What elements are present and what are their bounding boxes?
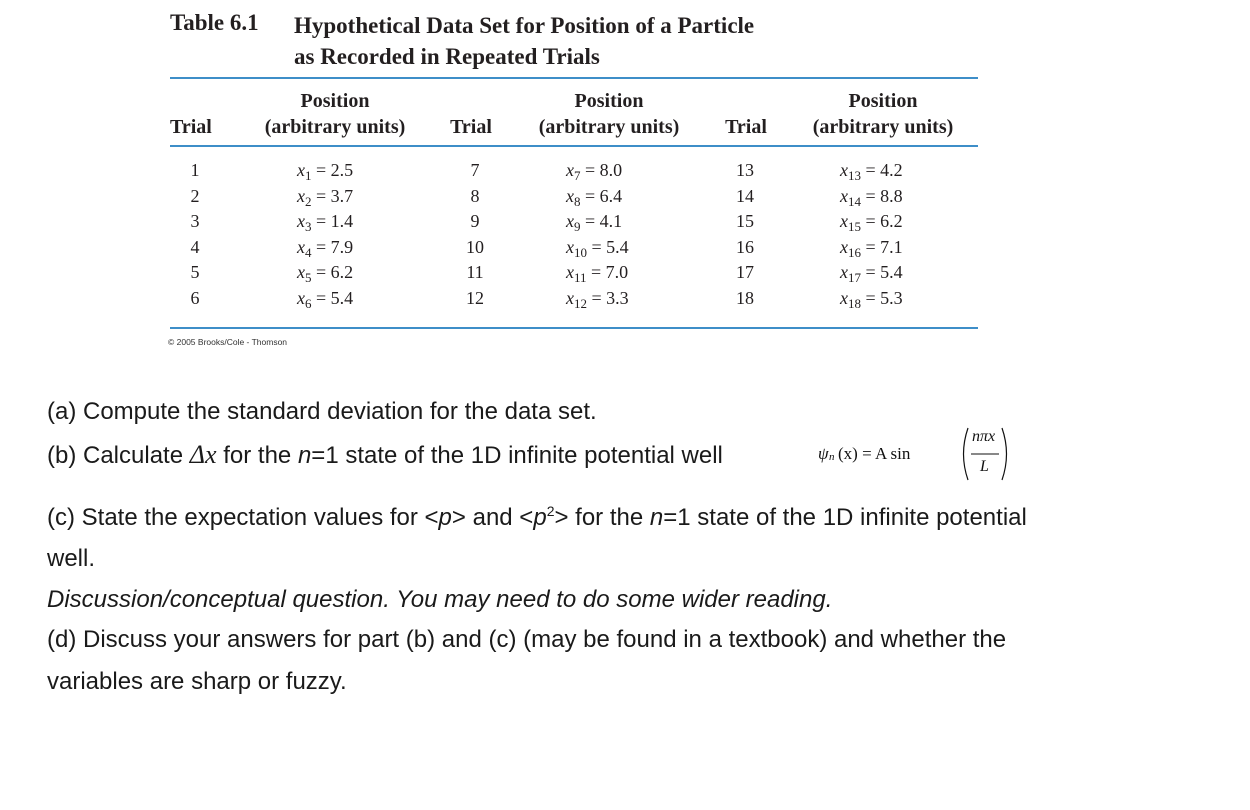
header-trial-1: Trial (170, 116, 212, 138)
formula-denominator: L (980, 458, 989, 475)
position-subscript: 17 (848, 270, 861, 286)
trial-column-3 (730, 158, 760, 312)
position-value (297, 235, 417, 261)
trial-number: 17 (736, 262, 754, 283)
position-variable: x (297, 160, 305, 180)
table-top-rule (170, 77, 978, 79)
position-value (840, 184, 960, 210)
position-value (297, 184, 417, 210)
position-variable: x (566, 185, 574, 206)
position-column-2 (566, 158, 686, 312)
question-c-p2: p (533, 504, 547, 531)
discussion-heading (47, 586, 832, 614)
trial-number: 2 (190, 185, 200, 206)
position-value (297, 286, 417, 312)
position-subscript: 9 (574, 219, 581, 235)
position-subscript: 14 (848, 193, 861, 209)
question-b-prefix: (b) Calculate (47, 442, 184, 469)
trial-column-2 (460, 158, 490, 312)
trial-number: 3 (190, 211, 200, 232)
question-c-line2: well. (47, 545, 96, 572)
position-subscript: 15 (848, 219, 861, 235)
formula-numerator: nπx (972, 428, 996, 445)
position-number: = 4.2 (861, 160, 903, 180)
position-number: = 6.2 (311, 262, 354, 283)
position-value (840, 235, 960, 261)
position-value (566, 286, 686, 312)
position-number: = 2.5 (311, 160, 354, 180)
position-variable: x (566, 160, 574, 180)
position-number: = 5.3 (861, 287, 903, 308)
position-number: = 5.4 (587, 236, 629, 257)
position-subscript: 4 (305, 244, 312, 260)
position-subscript: 3 (305, 219, 312, 235)
position-subscript: 7 (574, 168, 581, 183)
position-variable: x (840, 236, 848, 257)
header-position-1-bottom: (arbitrary units) (264, 116, 406, 138)
question-c-mid2: > for the (554, 504, 644, 531)
position-value (297, 158, 417, 184)
formula-psi-subscript: n (829, 451, 835, 463)
position-variable: x (566, 236, 574, 257)
question-b-suffix: =1 state of the 1D infinite potential well (311, 442, 723, 469)
trial-number: 11 (466, 262, 484, 283)
position-number: = 7.0 (586, 262, 629, 283)
discussion-text: Discussion/conceptual question. You may need to do some wider reading. (47, 586, 833, 613)
position-number: = 7.9 (311, 236, 354, 257)
trial-number: 13 (736, 160, 754, 180)
position-variable: x (840, 211, 848, 232)
position-number: = 8.0 (580, 160, 623, 180)
header-trial-3: Trial (725, 116, 767, 138)
header-position-1-top: Position (300, 90, 370, 112)
table-bottom-rule (170, 327, 978, 329)
question-b (47, 440, 723, 470)
question-c-mid: > and < (451, 504, 534, 531)
position-number: = 5.4 (311, 287, 354, 308)
header-position-3-top: Position (848, 90, 918, 112)
position-number: = 1.4 (311, 211, 354, 232)
position-number: = 7.1 (861, 236, 903, 257)
formula-psi: ψ (818, 444, 829, 463)
position-subscript: 16 (848, 244, 861, 260)
position-subscript: 18 (848, 295, 861, 311)
question-d-line2: variables are sharp or fuzzy. (47, 668, 347, 695)
position-number: = 4.1 (580, 211, 623, 232)
formula-lhs: (x) = A sin (838, 444, 911, 463)
trial-number: 5 (190, 262, 200, 283)
position-value (840, 158, 960, 184)
question-d-line1: (d) Discuss your answers for part (b) and (c) (may be found in a textbook) and whether the (47, 626, 1007, 653)
question-c-p: p (438, 504, 452, 531)
position-variable: x (297, 287, 305, 308)
position-variable: x (840, 287, 848, 308)
trial-number: 8 (470, 185, 480, 206)
position-value (566, 158, 686, 184)
position-value (566, 260, 686, 286)
position-value (840, 209, 960, 235)
trial-column-1 (180, 158, 210, 312)
delta-x-symbol: Δx (189, 440, 217, 469)
position-subscript: 11 (574, 270, 587, 286)
position-subscript: 1 (305, 168, 312, 183)
trial-number: 6 (190, 287, 200, 308)
trial-number: 15 (736, 211, 754, 232)
header-position-2-bottom: (arbitrary units) (538, 116, 680, 138)
trial-number: 18 (736, 287, 754, 308)
position-variable: x (297, 236, 305, 257)
position-number: = 3.3 (587, 287, 629, 308)
trial-number: 4 (190, 236, 200, 257)
question-b-mid: for the (223, 442, 292, 469)
position-value (566, 184, 686, 210)
question-a: (a) Compute the standard deviation for the data set. (47, 398, 597, 425)
trial-number: 16 (736, 236, 754, 257)
position-subscript: 8 (574, 193, 581, 209)
question-c-prefix: (c) State the expectation values for < (47, 504, 439, 531)
position-variable: x (566, 287, 574, 308)
position-column-3 (840, 158, 960, 312)
position-variable: x (297, 211, 305, 232)
table-header-rule (170, 145, 978, 147)
header-position-2-top: Position (574, 90, 644, 112)
table-label: Table 6.1 (170, 10, 259, 35)
header-trial-2: Trial (450, 116, 492, 138)
trial-number: 10 (466, 236, 484, 257)
position-variable: x (566, 211, 574, 232)
position-subscript: 6 (305, 295, 312, 311)
position-variable: x (840, 160, 848, 180)
trial-number: 7 (470, 160, 480, 180)
position-subscript: 5 (305, 270, 312, 286)
position-value (840, 260, 960, 286)
table-title (294, 10, 854, 72)
question-c-line1 (47, 503, 1027, 532)
position-value (297, 260, 417, 286)
position-number: = 8.8 (861, 185, 903, 206)
position-variable: x (566, 262, 574, 283)
position-subscript: 12 (574, 295, 587, 311)
table-title-line1: Hypothetical Data Set for Position of a Particle (294, 13, 755, 38)
wavefunction-formula (818, 424, 1018, 484)
position-number: = 5.4 (861, 262, 903, 283)
trial-number: 1 (190, 160, 200, 180)
position-variable: x (297, 262, 305, 283)
position-subscript: 10 (574, 244, 587, 260)
trial-number: 9 (470, 211, 480, 232)
position-subscript: 2 (305, 193, 312, 209)
header-position-3-bottom: (arbitrary units) (812, 116, 954, 138)
table-title-line2: as Recorded in Repeated Trials (294, 44, 600, 69)
position-value (297, 209, 417, 235)
position-value (566, 235, 686, 261)
position-value (566, 209, 686, 235)
question-c-suffix: =1 state of the 1D infinite potential (663, 504, 1027, 531)
position-subscript: 13 (848, 168, 861, 183)
position-variable: x (840, 262, 848, 283)
copyright-notice: © 2005 Brooks/Cole - Thomson (168, 337, 288, 347)
question-c-sup: 2 (546, 503, 555, 519)
position-number: = 6.4 (580, 185, 623, 206)
question-c-n: n (649, 504, 664, 531)
position-value (840, 286, 960, 312)
trial-number: 14 (736, 185, 754, 206)
position-column-1 (297, 158, 417, 312)
position-variable: x (297, 185, 305, 206)
trial-number: 12 (466, 287, 484, 308)
position-number: = 6.2 (861, 211, 903, 232)
question-b-n: n (297, 442, 312, 469)
position-variable: x (840, 185, 848, 206)
position-number: = 3.7 (311, 185, 354, 206)
